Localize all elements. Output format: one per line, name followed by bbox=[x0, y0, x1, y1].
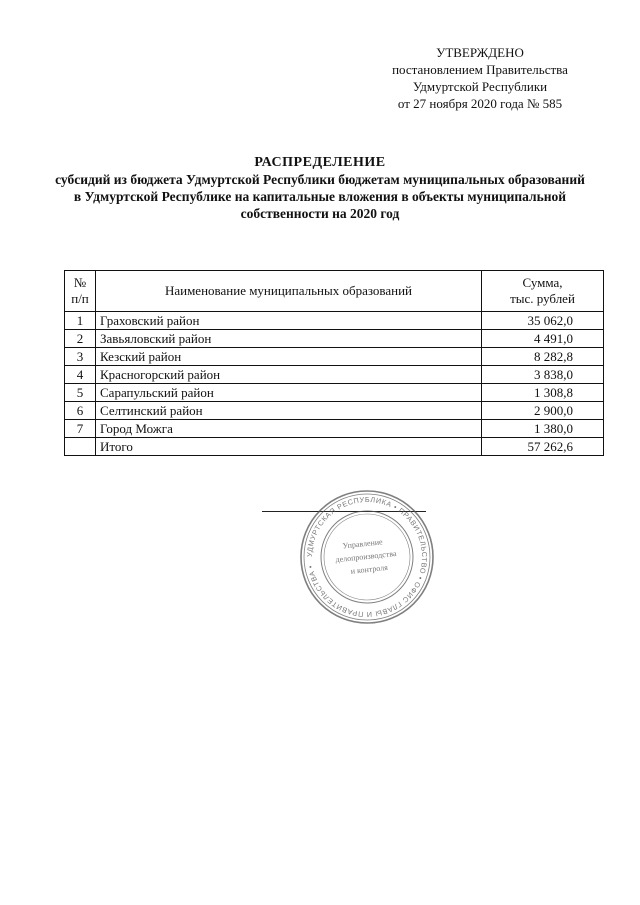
row-name: Граховский район bbox=[96, 312, 482, 330]
row-number: 6 bbox=[65, 402, 96, 420]
row-number: 3 bbox=[65, 348, 96, 366]
table-row bbox=[65, 312, 604, 330]
header-name: Наименование муниципальных образований bbox=[96, 271, 482, 312]
document-title-block bbox=[40, 154, 600, 222]
row-sum: 8 282,8 bbox=[482, 348, 604, 366]
table-row bbox=[65, 348, 604, 366]
row-sum: 1 380,0 bbox=[482, 420, 604, 438]
table-total-row bbox=[65, 438, 604, 456]
seal-center-line3: и контроля bbox=[350, 562, 389, 576]
row-sum: 2 900,0 bbox=[482, 402, 604, 420]
table-row bbox=[65, 420, 604, 438]
table-row bbox=[65, 402, 604, 420]
header-number: № п/п bbox=[65, 271, 96, 312]
row-sum: 4 491,0 bbox=[482, 330, 604, 348]
seal-ring-text: УДМУРТСКАЯ РЕСПУБЛИКА • ПРАВИТЕЛЬСТВО • ОФИС ГЛАВЫ И ПРАВИТЕЛЬСТВА • bbox=[304, 494, 430, 620]
row-name: Сарапульский район bbox=[96, 384, 482, 402]
header-sum: Сумма, тыс. рублей bbox=[482, 271, 604, 312]
total-label: Итого bbox=[96, 438, 482, 456]
table-header-row bbox=[65, 271, 604, 312]
distribution-table bbox=[64, 270, 604, 456]
document-subtitle-line1: субсидий из бюджета Удмуртской Республики бюджетам муниципальных образований bbox=[55, 172, 585, 187]
table-row bbox=[65, 384, 604, 402]
row-sum: 3 838,0 bbox=[482, 366, 604, 384]
row-sum: 1 308,8 bbox=[482, 384, 604, 402]
row-number: 5 bbox=[65, 384, 96, 402]
approval-resolution: постановлением Правительства bbox=[392, 62, 568, 77]
total-number bbox=[65, 438, 96, 456]
row-number: 2 bbox=[65, 330, 96, 348]
seal-center-line1: Управление bbox=[342, 537, 384, 551]
row-sum: 35 062,0 bbox=[482, 312, 604, 330]
row-number: 4 bbox=[65, 366, 96, 384]
document-subtitle-line3: собственности на 2020 год bbox=[240, 206, 400, 221]
official-seal-stamp bbox=[298, 488, 436, 626]
approval-date: от 27 ноября 2020 года № 585 bbox=[397, 96, 563, 111]
table-row bbox=[65, 330, 604, 348]
row-name: Красногорский район bbox=[96, 366, 482, 384]
row-number: 1 bbox=[65, 312, 96, 330]
document-subtitle-line2: в Удмуртской Республике на капитальные вложения в объекты муниципальной bbox=[73, 189, 567, 204]
row-name: Завьяловский район bbox=[96, 330, 482, 348]
row-name: Селтинский район bbox=[96, 402, 482, 420]
row-name: Город Можга bbox=[96, 420, 482, 438]
table-row bbox=[65, 366, 604, 384]
approval-republic: Удмуртской Республики bbox=[412, 79, 548, 94]
total-sum: 57 262,6 bbox=[482, 438, 604, 456]
approval-title: УТВЕРЖДЕНО bbox=[436, 45, 524, 60]
seal-center-line2: делопроизводства bbox=[335, 548, 397, 565]
approval-block bbox=[360, 44, 600, 112]
row-number: 7 bbox=[65, 420, 96, 438]
document-title: РАСПРЕДЕЛЕНИЕ bbox=[254, 155, 386, 170]
row-name: Кезский район bbox=[96, 348, 482, 366]
